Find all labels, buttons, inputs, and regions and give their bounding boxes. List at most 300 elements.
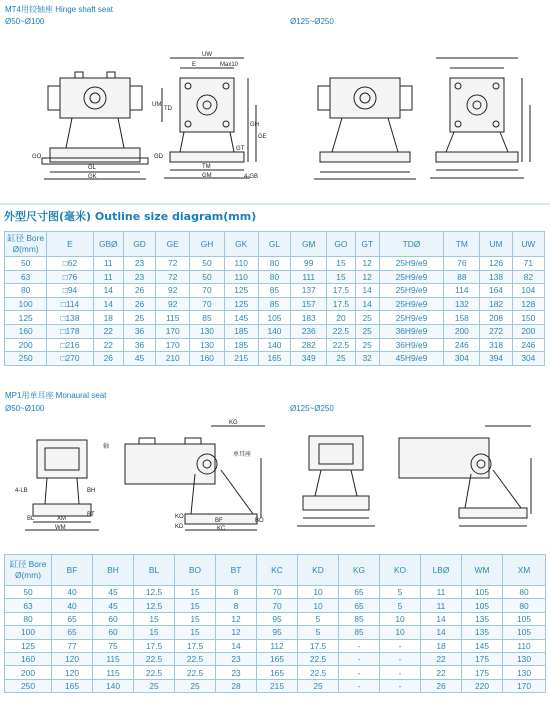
table-cell: 25 [298,679,339,692]
table1-header-cell: 缸径 Bore Ø(mm) [5,232,47,257]
table-cell: 17.5 [298,639,339,652]
table-cell: 17.5 [134,639,175,652]
table-cell: 60 [93,626,134,639]
table-cell: □76 [47,270,93,284]
label-gd: GD [154,154,163,160]
table-cell: 304 [512,352,544,366]
table2-header-cell: KC [257,555,298,586]
table-cell: 135 [462,626,503,639]
table-cell: 11 [93,257,123,271]
table2-header-cell: BH [93,555,134,586]
table-cell: 160 [5,652,52,665]
table1-header-cell: GM [291,232,327,257]
table-cell: 125 [224,284,258,298]
table1-header-cell: GT [355,232,379,257]
table-cell: 394 [480,352,512,366]
label-gl: GL [88,165,97,171]
table-cell: 77 [52,639,93,652]
label-gm: GM [202,173,212,179]
table-cell: 10 [298,599,339,612]
table-cell: 80 [503,586,546,599]
table2-header-row [5,555,546,586]
table-cell: 22.5 [134,666,175,679]
table-cell: 130 [503,666,546,679]
label-tm: TM [202,164,211,170]
table-cell: 215 [224,352,258,366]
table-cell: 26 [93,352,123,366]
label-max10: Max10 [220,62,239,68]
table-cell: 120 [52,652,93,665]
table2-header-cell: BL [134,555,175,586]
table-cell: 110 [503,639,546,652]
table1-header-cell: TM [444,232,480,257]
table-cell: 17.5 [327,284,355,298]
table-cell: 25 [355,324,379,338]
table-cell: 140 [93,679,134,692]
table-cell: 100 [5,626,52,639]
table-cell: □216 [47,338,93,352]
table-cell: 45 [123,352,155,366]
table-cell: 25 [123,311,155,325]
table1-header-cell: UW [512,232,544,257]
table-cell: □94 [47,284,93,298]
table-cell: 85 [339,626,380,639]
table-cell: 80 [503,599,546,612]
table-cell: 22 [93,338,123,352]
table-cell: 318 [480,338,512,352]
label-bf: BF [215,518,223,524]
table-cell: 22.5 [327,338,355,352]
table-cell: 183 [291,311,327,325]
table1-header-cell: UM [480,232,512,257]
table2-header-cell: BF [52,555,93,586]
table-cell: 76 [444,257,480,271]
table-cell: 282 [291,338,327,352]
label-gh: GH [250,122,259,128]
table-cell: 22.5 [175,652,216,665]
table-cell: 114 [444,284,480,298]
table-cell: 140 [258,338,290,352]
table-cell: 246 [512,338,544,352]
table-cell: 23 [216,652,257,665]
table-cell: 105 [258,311,290,325]
table1-header-cell: GL [258,232,290,257]
table-cell: 5 [380,586,421,599]
table-cell: - [339,652,380,665]
table-row [5,338,545,352]
table-cell: 246 [444,338,480,352]
table-cell: 236 [291,324,327,338]
table-cell: 14 [216,639,257,652]
table-cell: 150 [512,311,544,325]
table-cell: 22.5 [298,652,339,665]
hinge-seat-dimension-table [4,231,545,366]
section1-title: MT4用铰轴座 Hinge shaft seat [5,5,114,14]
table-cell: 158 [444,311,480,325]
table-cell: - [339,679,380,692]
table-cell: 80 [258,270,290,284]
table-cell: 11 [93,270,123,284]
table-cell: 12.5 [134,586,175,599]
table-cell: 111 [291,270,327,284]
table1-header-cell: GD [123,232,155,257]
table2-header-cell: WM [462,555,503,586]
table-cell: 40 [52,586,93,599]
table-cell: 12 [216,612,257,625]
table-cell: 36H9/e9 [379,338,443,352]
table-cell: 70 [190,284,224,298]
outline-heading: 外型尺寸图(毫米) Outline size diagram(mm) [4,210,257,223]
table-cell: 14 [355,284,379,298]
table-cell: 145 [462,639,503,652]
table-cell: 85 [258,284,290,298]
label-kd: KD [175,524,184,530]
table-cell: 25 [327,352,355,366]
table-cell: 23 [216,666,257,679]
table-cell: 65 [339,599,380,612]
table-cell: 17.5 [175,639,216,652]
table-cell: 272 [480,324,512,338]
table-cell: 250 [5,679,52,692]
table-row [5,311,545,325]
table-cell: 25H9/e9 [379,311,443,325]
table-cell: 160 [5,324,47,338]
table-cell: 138 [480,270,512,284]
table-cell: 25 [175,679,216,692]
section1-range-small: Ø50~Ø100 [5,17,45,26]
table-cell: 182 [480,297,512,311]
table-cell: 95 [257,612,298,625]
table-cell: 25H9/e9 [379,284,443,298]
table-row [5,679,546,692]
table-cell: 145 [224,311,258,325]
label-wm: WM [55,525,66,531]
table-cell: - [380,652,421,665]
table-row [5,324,545,338]
label-single-ear: 单耳座 [233,452,252,458]
table-cell: 5 [380,599,421,612]
label-gk: GK [88,174,97,180]
table-cell: - [380,679,421,692]
table-cell: 14 [355,297,379,311]
table-cell: 8 [216,599,257,612]
table-cell: 70 [257,586,298,599]
table-cell: □114 [47,297,93,311]
table-cell: 15 [175,612,216,625]
hinge-seat-drawing-small [30,48,270,183]
table-cell: 50 [5,257,47,271]
table-cell: 25 [134,679,175,692]
table-cell: □62 [47,257,93,271]
table-cell: 18 [421,639,462,652]
table-cell: 164 [480,284,512,298]
table-cell: 105 [462,586,503,599]
table-cell: 115 [93,666,134,679]
table-cell: 165 [257,666,298,679]
table-cell: 80 [5,284,47,298]
table-cell: 105 [503,612,546,625]
table-cell: 23 [123,257,155,271]
table-cell: 175 [462,652,503,665]
table2-header-cell: BT [216,555,257,586]
table-cell: 14 [421,626,462,639]
table-row [5,352,545,366]
table-cell: 175 [462,666,503,679]
label-4lb: 4-LB [15,488,28,494]
table-cell: 25 [355,311,379,325]
table-cell: 22.5 [175,666,216,679]
table-cell: 15 [175,626,216,639]
table-cell: 15 [327,270,355,284]
table-cell: 72 [156,257,190,271]
table-cell: 72 [156,270,190,284]
table-cell: 80 [258,257,290,271]
table-cell: □178 [47,324,93,338]
table-cell: 208 [480,311,512,325]
table-cell: 15 [327,257,355,271]
table-cell: 85 [339,612,380,625]
table-cell: 15 [134,626,175,639]
table-cell: 200 [5,666,52,679]
monaural-seat-dimension-table [4,554,546,693]
table-cell: 22 [421,652,462,665]
table-cell: 22.5 [327,324,355,338]
table-cell: 304 [444,352,480,366]
table-cell: 200 [444,324,480,338]
section1-range-large: Ø125~Ø250 [290,17,334,26]
label-bl: BL [27,516,35,522]
table-cell: 200 [5,338,47,352]
table-cell: 110 [224,270,258,284]
table-cell: 17.5 [327,297,355,311]
label-axis: 轴 [103,444,110,450]
table-cell: - [339,666,380,679]
table-cell: 115 [156,311,190,325]
table-cell: 10 [380,612,421,625]
table-row [5,586,546,599]
table-cell: 125 [5,311,47,325]
table-cell: 65 [339,586,380,599]
table-cell: 14 [93,284,123,298]
table-row [5,297,545,311]
table2-header-cell: KD [298,555,339,586]
label-bt: BT [87,512,95,518]
table-cell: 157 [291,297,327,311]
table-row [5,666,546,679]
table-cell: 36H9/e9 [379,324,443,338]
table-cell: 11 [421,586,462,599]
table-cell: 14 [421,612,462,625]
table-cell: 22 [421,666,462,679]
table-cell: 70 [190,297,224,311]
table-cell: 25H9/e9 [379,270,443,284]
table-cell: 92 [156,284,190,298]
table1-header-row [5,232,545,257]
table-cell: 349 [291,352,327,366]
table-cell: 115 [93,652,134,665]
table1-header-cell: GE [156,232,190,257]
table-cell: 128 [512,297,544,311]
table-cell: 130 [503,652,546,665]
table-cell: 250 [5,352,47,366]
table-cell: 65 [52,612,93,625]
table2-header-cell: BO [175,555,216,586]
table-cell: 170 [156,324,190,338]
table-cell: 22 [93,324,123,338]
table-cell: 125 [224,297,258,311]
table-cell: 26 [123,297,155,311]
label-kc: KC [217,526,226,532]
table-cell: 130 [190,324,224,338]
table-cell: 104 [512,284,544,298]
table-cell: - [339,639,380,652]
table-cell: 165 [257,652,298,665]
table-cell: 5 [298,626,339,639]
table-cell: 12 [216,626,257,639]
table-cell: 140 [258,324,290,338]
table-row [5,257,545,271]
table-cell: 32 [355,352,379,366]
table-cell: 137 [291,284,327,298]
table-cell: 22.5 [298,666,339,679]
table-row [5,284,545,298]
label-bo: BO [255,518,264,524]
table-cell: 5 [298,612,339,625]
table-cell: 23 [123,270,155,284]
table-cell: 125 [5,639,52,652]
table-cell: 26 [421,679,462,692]
label-td: TD [164,106,172,112]
table-cell: 60 [93,612,134,625]
table2-header-cell: KG [339,555,380,586]
table-cell: 210 [156,352,190,366]
table-cell: 22.5 [134,652,175,665]
section2-title: MP1用单耳座 Monaural seat [5,391,107,400]
table-cell: 65 [52,626,93,639]
label-um: UM [152,102,162,108]
section2-range-small: Ø50~Ø100 [5,404,45,413]
table-cell: 12 [355,270,379,284]
table-cell: 160 [190,352,224,366]
table-cell: 110 [224,257,258,271]
table1-header-cell: GO [327,232,355,257]
table-cell: 99 [291,257,327,271]
table-cell: 15 [175,599,216,612]
table-cell: 75 [93,639,134,652]
table-cell: 25H9/e9 [379,297,443,311]
label-go: GO [32,154,42,160]
table-cell: 50 [5,586,52,599]
table-cell: 126 [480,257,512,271]
table-cell: 50 [190,257,224,271]
section2-range-large: Ø125~Ø250 [290,404,334,413]
hinge-seat-drawing-large [300,48,540,183]
table-cell: 130 [190,338,224,352]
label-4gb: 4-GB [244,174,259,180]
table-cell: 10 [380,626,421,639]
table-cell: 70 [257,599,298,612]
table-cell: 88 [444,270,480,284]
table-cell: 215 [257,679,298,692]
table-cell: 40 [52,599,93,612]
table1-header-cell: GH [190,232,224,257]
table-cell: 25H9/e9 [379,257,443,271]
label-e: E [192,62,197,68]
table1-header-cell: GBØ [93,232,123,257]
table-cell: 185 [224,338,258,352]
table2-header-cell: LBØ [421,555,462,586]
label-ge: GE [258,134,267,140]
table-cell: 220 [462,679,503,692]
table-cell: 50 [190,270,224,284]
table-cell: 82 [512,270,544,284]
table-cell: 36 [123,324,155,338]
table-cell: 165 [52,679,93,692]
table-row [5,599,546,612]
table-cell: 15 [175,586,216,599]
table-cell: 165 [258,352,290,366]
label-ko: KO [175,514,184,520]
table-cell: □138 [47,311,93,325]
table-cell: 105 [462,599,503,612]
label-bh: BH [87,488,96,494]
table-cell: 15 [134,612,175,625]
table2-header-cell: 缸径 Bore Ø(mm) [5,555,52,586]
table-cell: 85 [190,311,224,325]
monaural-seat-drawing-small [15,418,275,536]
table-cell: 135 [462,612,503,625]
table-cell: 18 [93,311,123,325]
table-cell: 185 [224,324,258,338]
table-cell: 45 [93,586,134,599]
table-cell: 36 [123,338,155,352]
monaural-seat-drawing-large [295,418,540,536]
table-cell: 105 [503,626,546,639]
table1-header-cell: GK [224,232,258,257]
table-cell: 170 [156,338,190,352]
label-kg: KG [229,420,238,426]
table-cell: 12 [355,257,379,271]
table-row [5,652,546,665]
table-cell: 120 [52,666,93,679]
table2-header-cell: XM [503,555,546,586]
table-row [5,626,546,639]
table-cell: 92 [156,297,190,311]
table-cell: 63 [5,599,52,612]
table-cell: 112 [257,639,298,652]
table-cell: 20 [327,311,355,325]
table-cell: 63 [5,270,47,284]
table-cell: 85 [258,297,290,311]
table-cell: 170 [503,679,546,692]
label-uw: UW [202,52,212,58]
table-cell: 11 [421,599,462,612]
table-cell: 28 [216,679,257,692]
table-cell: 26 [123,284,155,298]
table-row [5,270,545,284]
table-row [5,639,546,652]
table-cell: 95 [257,626,298,639]
table-cell: □270 [47,352,93,366]
table-cell: - [380,639,421,652]
table-cell: 14 [93,297,123,311]
table1-header-cell: E [47,232,93,257]
table-cell: 8 [216,586,257,599]
table-cell: 12.5 [134,599,175,612]
table-cell: 25 [355,338,379,352]
table-cell: 132 [444,297,480,311]
table-cell: 10 [298,586,339,599]
